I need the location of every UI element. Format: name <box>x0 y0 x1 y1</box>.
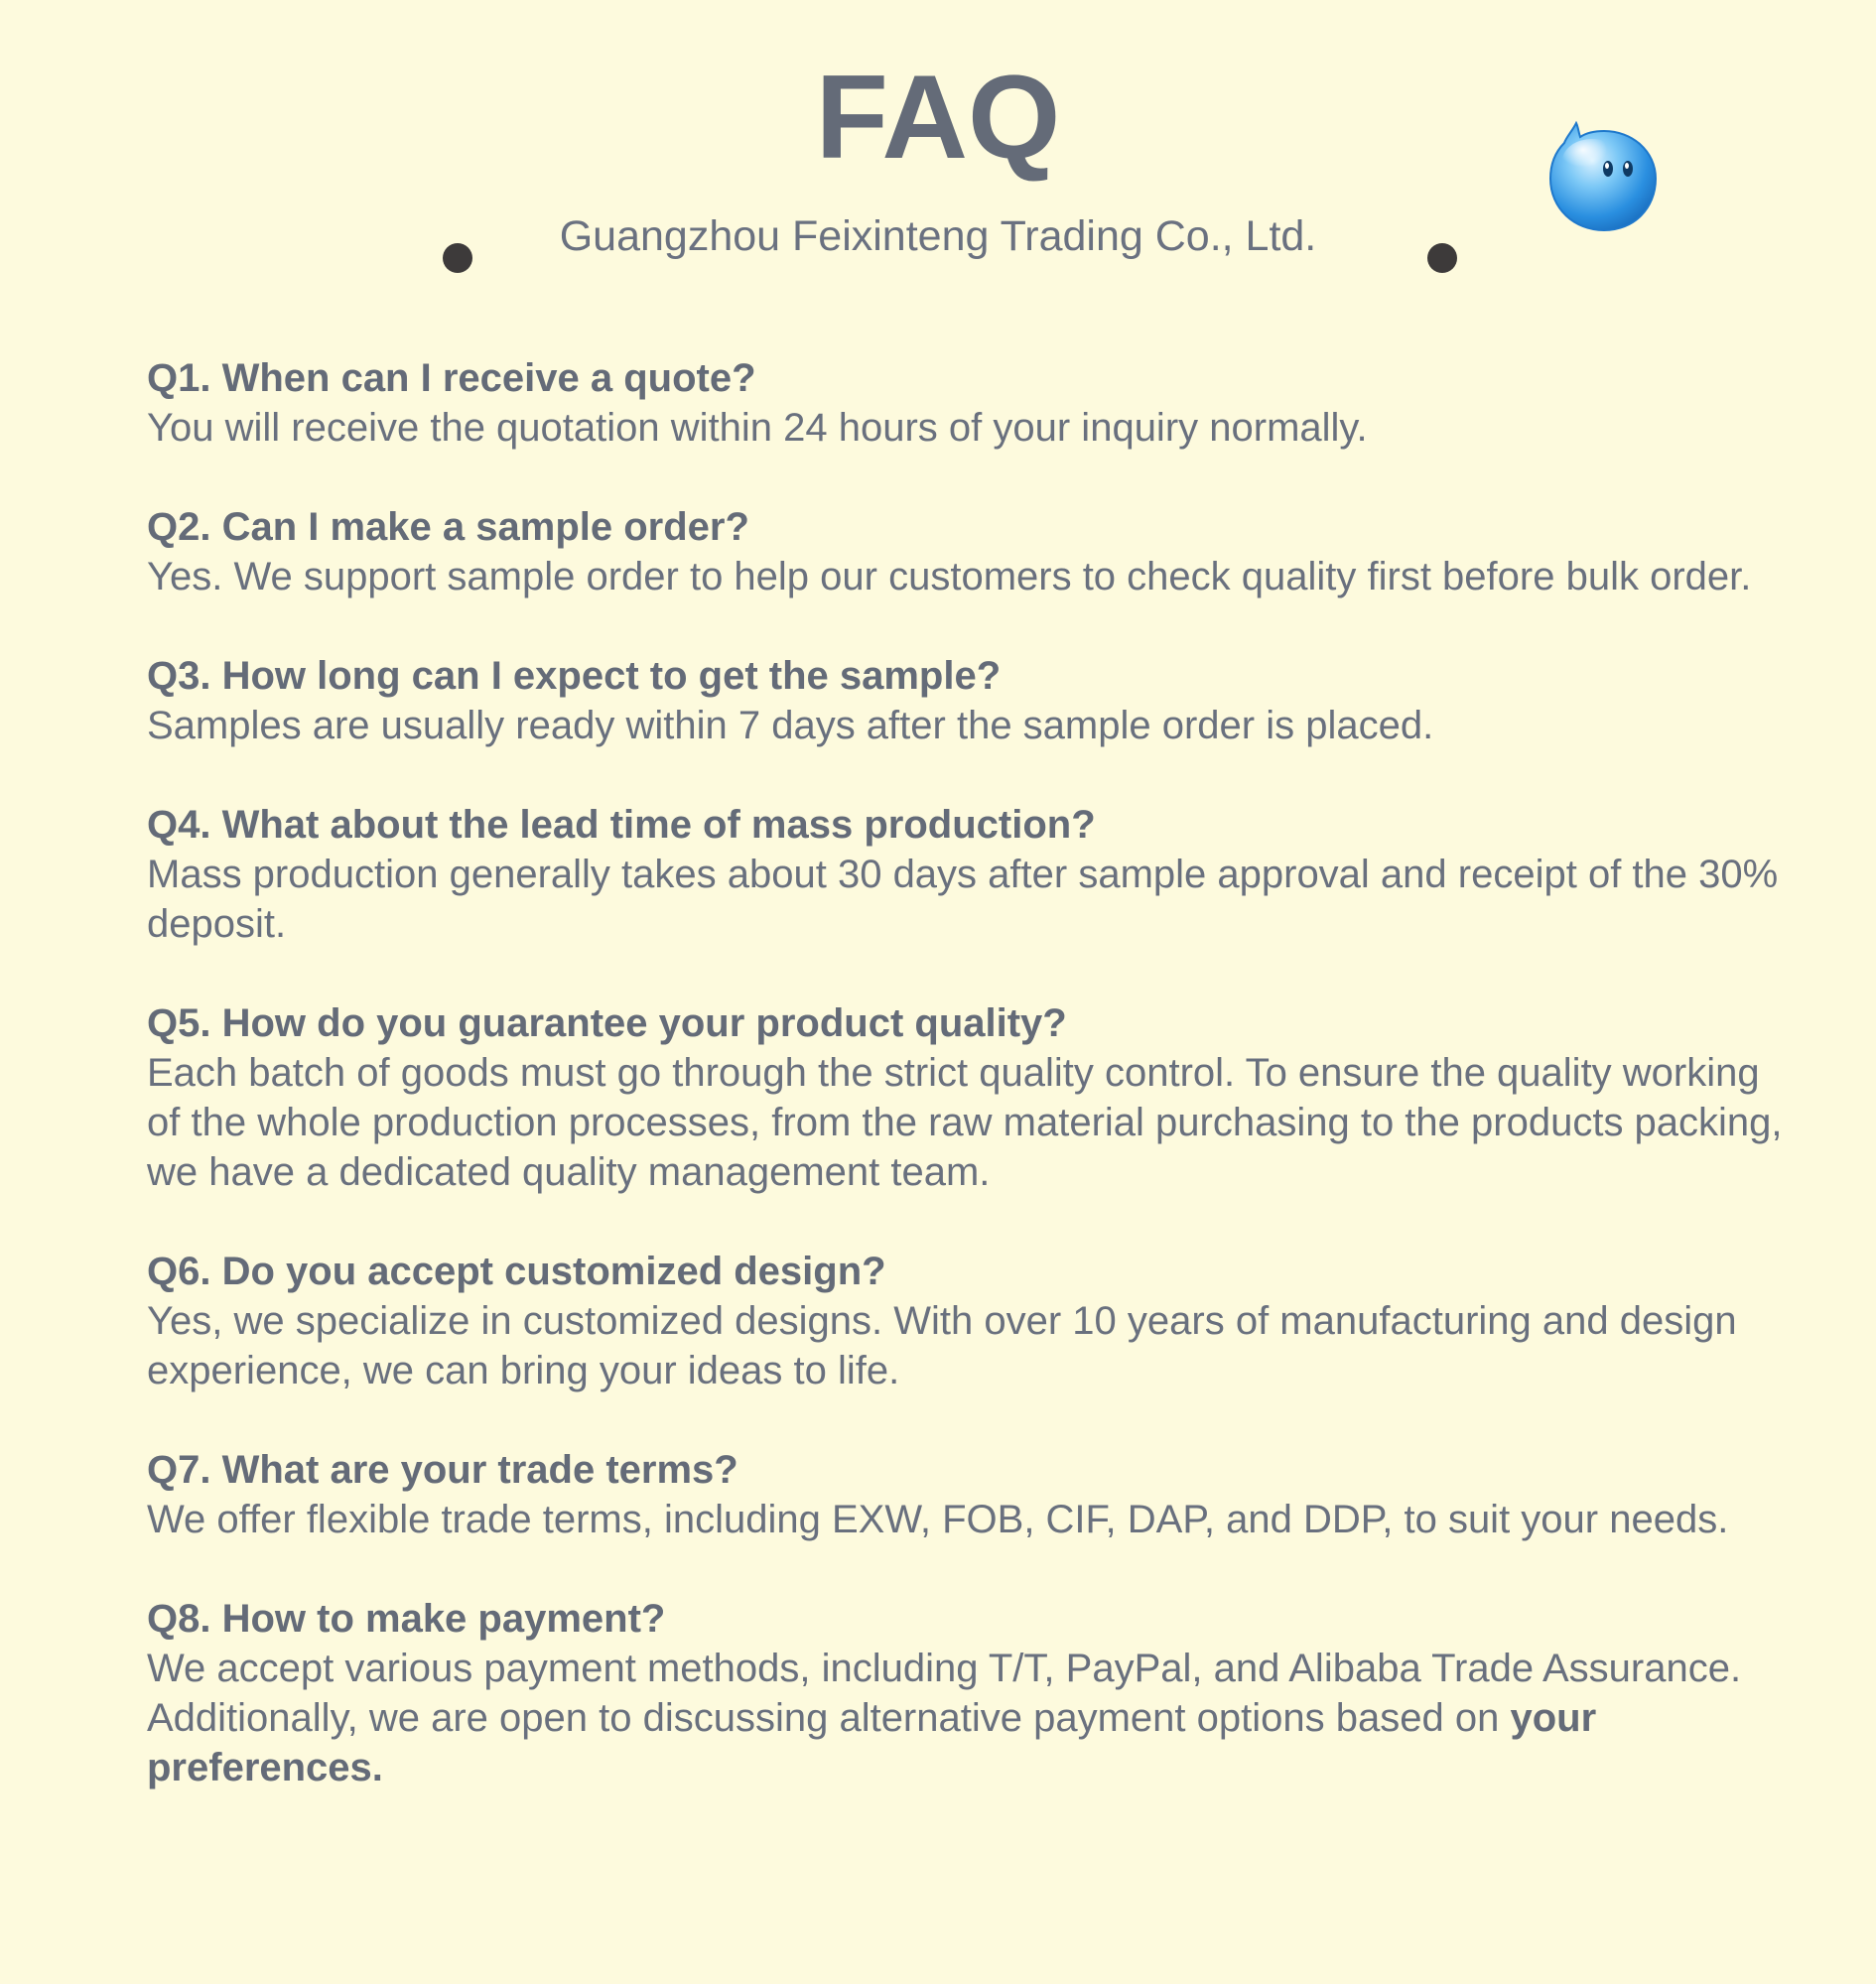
faq-question: Q4. What about the lead time of mass production? <box>147 803 1096 847</box>
faq-item-2 <box>147 502 1785 601</box>
faq-item-8 <box>147 1594 1785 1792</box>
faq-question: Q7. What are your trade terms? <box>147 1448 738 1492</box>
company-name: Guangzhou Feixinteng Trading Co., Ltd. <box>559 212 1317 260</box>
faq-item-4 <box>147 800 1785 949</box>
faq-question: Q6. Do you accept customized design? <box>147 1250 886 1293</box>
faq-item-5 <box>147 998 1785 1197</box>
faq-list <box>147 353 1785 1842</box>
water-drop-mascot-icon <box>1548 117 1658 232</box>
faq-question: Q2. Can I make a sample order? <box>147 505 749 549</box>
faq-answer-emphasis: your preferences. <box>147 1696 1597 1789</box>
faq-answer: Yes. We support sample order to help our customers to check quality first before bulk order. <box>147 555 1752 598</box>
page-title: FAQ <box>815 51 1061 184</box>
faq-answer: Yes, we specialize in customized designs. With over 10 years of manufacturing and design experience, we can bring your ideas to life. <box>147 1299 1737 1392</box>
right-dot-icon <box>1427 243 1457 273</box>
faq-answer-text: We accept various payment methods, including T/T, PayPal, and Alibaba Trade Assurance. Additionally, we are open to discussing alternative payment options based on <box>147 1647 1742 1740</box>
faq-answer: Mass production generally takes about 30 days after sample approval and receipt of the 30% deposit. <box>147 853 1779 946</box>
faq-question: Q3. How long can I expect to get the sample? <box>147 654 1002 698</box>
faq-item-3 <box>147 651 1785 750</box>
faq-answer: Samples are usually ready within 7 days after the sample order is placed. <box>147 704 1434 747</box>
faq-answer: Each batch of goods must go through the strict quality control. To ensure the quality working of the whole production processes, from the raw material purchasing to the products packing, we have a dedicated quality management team. <box>147 1051 1783 1194</box>
faq-answer: You will receive the quotation within 24 hours of your inquiry normally. <box>147 406 1368 450</box>
faq-question: Q8. How to make payment? <box>147 1597 666 1641</box>
faq-question: Q5. How do you guarantee your product quality? <box>147 1001 1067 1045</box>
faq-item-7 <box>147 1445 1785 1544</box>
faq-answer: We offer flexible trade terms, including EXW, FOB, CIF, DAP, and DDP, to suit your needs. <box>147 1498 1729 1541</box>
faq-answer <box>147 1644 1785 1792</box>
faq-item-6 <box>147 1247 1785 1395</box>
faq-question: Q1. When can I receive a quote? <box>147 356 756 400</box>
faq-item-1 <box>147 353 1785 453</box>
